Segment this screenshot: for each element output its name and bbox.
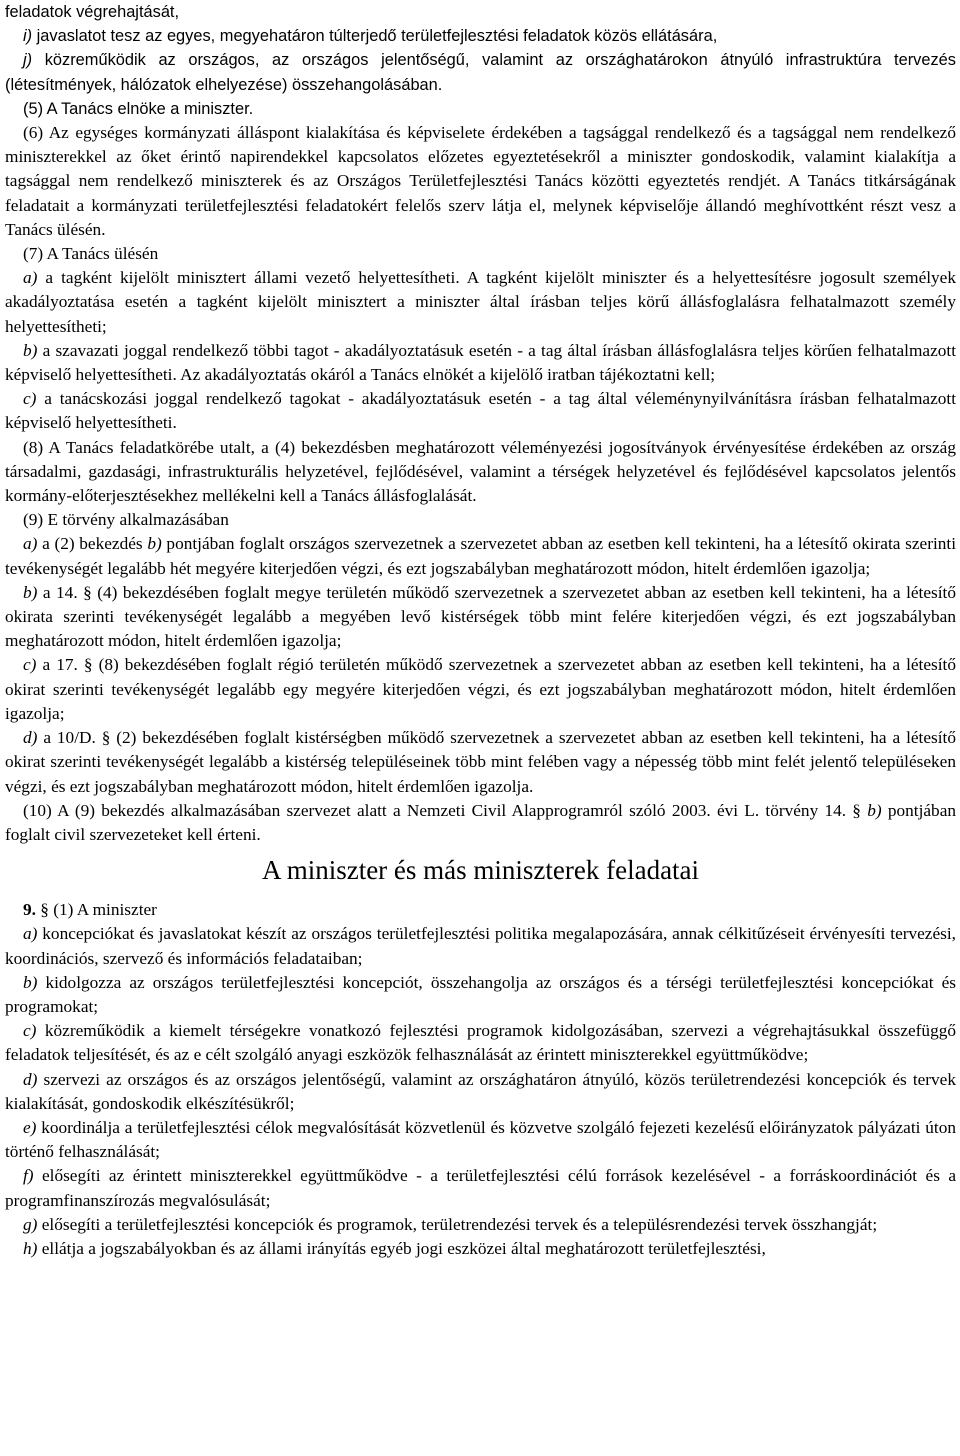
paragraph-6: (6) Az egységes kormányzati álláspont kialakítása és képviselete érdekében a tagsággal rendelkező és a tagsággal nem rendelkező miniszterekkel az őket érintő napirendekkel kapcsolatos előzetes egyeztetésekről a miniszter gondoskodik, valamint kialakítja a tagsággal nem rendelkező miniszterek és az Országos Területfejlesztési Tanács közötti egyeztetés rendjét. A Tanács titkárságának feladatait a kormányzati területfejlesztési feladatokért felelős szerv látja el, melynek képviselője állandó meghívottként részt vesz a Tanács ülésén. bbox=[5, 123, 956, 239]
section-number: 9. bbox=[23, 900, 36, 920]
list-item-7c: c) a tanácskozási joggal rendelkező tagokat - akadályoztatásuk esetén - a tag által véleménynyilvánításra írásban felhatalmazott képviselő helyettesítheti. bbox=[5, 389, 956, 433]
paragraph-10: (10) A (9) bekezdés alkalmazásában szervezet alatt a Nemzeti Civil Alapprogramról szóló 2003. évi L. törvény 14. § b) pontjában foglalt civil szervezeteket kell érteni. bbox=[5, 800, 957, 844]
section-heading: A miniszter és más miniszterek feladatai bbox=[261, 855, 700, 886]
list-item-9c: c) a 17. § (8) bekezdésében foglalt régió területén működő szervezetnek a szervezetet abban az esetben kell tekinteni, ha a létesítő okirat szerinti tevékenységét legalább egy megyére kiterjedően végzi, és ezt jogszabályban meghatározott módon, hitelt érdemlően igazolja; bbox=[5, 655, 956, 723]
list-item-9b: b) a 14. § (4) bekezdésében foglalt megye területén működő szervezetnek a szervezetet abban az esetben kell tekinteni, ha a létesítő okirata szerinti tevékenységét legalább a megyében levő kistérségek több mint felére kiterjedően végzi, és ezt jogszabályban meghatározott módon, hitelt érdemlően igazolja; bbox=[5, 582, 956, 651]
list-item-9-1b: b) kidolgozza az országos területfejlesztési koncepciót, összehangolja az országos és a térségi területfejlesztési koncepciókat és programokat; bbox=[5, 972, 956, 1016]
list-item-9d: d) a 10/D. § (2) bekezdésében foglalt kistérségben működő szervezetnek a szervezetet abban az esetben kell tekinteni, ha a létesítő okirat szerinti tevékenységét legalább a kistérség településeinek több mint felében vagy a népesség több mint felét jelentő településeken végzi, és ezt jogszabályban meghatározott módon, hitelt érdemlően igazolja. bbox=[5, 728, 956, 796]
paragraph: feladatok végrehajtását, bbox=[5, 3, 180, 21]
list-item-j: j) közreműködik az országos, az országos jelentőségű, valamint az országhatárokon átnyúló infrastruktúra tervezés (létesítmények, hálózatok elhelyezése) összehangolásában. bbox=[5, 51, 956, 94]
paragraph-5: (5) A Tanács elnöke a miniszter. bbox=[23, 99, 254, 118]
list-item-7a: a) a tagként kijelölt minisztert állami vezető helyettesítheti. A tagként kijelölt miniszter és a helyettesítésre jogosult személyek akadályoztatása esetén a tagként kijelölt minisztert a miniszter által írásban teljes körű állásfoglalásra felhatalmazott személy helyettesítheti; bbox=[5, 268, 956, 336]
list-item-9-1d: d) szervezi az országos és az országos jelentőségű, valamint az országhatáron átnyúló, közös területrendezési koncepciók és tervek kialakítását, gondoskodik elkészítésükről; bbox=[5, 1069, 956, 1113]
document-page bbox=[5, 0, 956, 1261]
list-item-9-1f: f) elősegíti az érintett miniszterekkel együttműködve - a területfejlesztési célú források kezelésével - a forráskoordinációt és a programfinanszírozás megvalósulását; bbox=[5, 1166, 956, 1210]
list-item-9-1c: c) közreműködik a kiemelt térségekre vonatkozó fejlesztési programok kidolgozásában, szervezi a végrehajtásukkal összefüggő feladatok teljesítését, és az e célt szolgáló anyagi eszközök felhasználását az érintett miniszterekkel együttműködve; bbox=[5, 1021, 956, 1065]
list-item-7b: b) a szavazati joggal rendelkező többi tagot - akadályoztatásuk esetén - a tag által írásban állásfoglalásra teljes körűen felhatalmazott képviselő helyettesítheti. Az akadályoztatás okáról a Tanács elnökét a kijelölő iratban tájékoztatni kell; bbox=[5, 340, 956, 385]
list-item-9-1a: a) koncepciókat és javaslatokat készít az országos területfejlesztési politika megalapozására, annak célkitűzéseit érvényesíti tervezési, koordinációs, szervező és információs feladataiban; bbox=[5, 924, 956, 968]
paragraph-7: (7) A Tanács ülésén bbox=[23, 244, 159, 264]
paragraph-9: (9) E törvény alkalmazásában bbox=[23, 510, 229, 530]
list-item-9a: a) a (2) bekezdés b) pontjában foglalt országos szervezetnek a szervezetet abban az esetben kell tekinteni, ha a létesítő okirata szerinti tevékenységét legalább hét megyére kiterjedően végzi, és ezt jogszabályban meghatározott módon, hitelt érdemlően igazolja; bbox=[5, 534, 956, 578]
list-item-9-1h: h) ellátja a jogszabályokban és az állami irányítás egyéb jogi eszközei által meghatározott területfejlesztési, bbox=[23, 1238, 766, 1258]
list-item-9-1g: g) elősegíti a területfejlesztési koncepciók és programok, területrendezési tervek és a településrendezési tervek összhangját; bbox=[23, 1214, 878, 1234]
list-item-9-1e: e) koordinálja a területfejlesztési célok megvalósítását közvetlenül és közvetve szolgáló fejezeti kezelésű előirányzatok pályázati úton történő felhasználását; bbox=[5, 1117, 956, 1162]
list-item-i: i) javaslatot tesz az egyes, megyehatáron túlterjedő területfejlesztési feladatok közös ellátására, bbox=[23, 27, 718, 46]
section-9-intro: 9. § (1) A miniszter bbox=[23, 900, 157, 920]
paragraph-8: (8) A Tanács feladatkörébe utalt, a (4) bekezdésben meghatározott véleményezési jogosítványok érvényesítése érdekében az ország társadalmi, gazdasági, infrastrukturális helyzetével, fejlődésével, valamint a térségek helyzetével és fejlődésével kapcsolatos jelentős kormány-előterjesztésekhez mellékelni kell a Tanács állásfoglalását. bbox=[5, 437, 956, 506]
